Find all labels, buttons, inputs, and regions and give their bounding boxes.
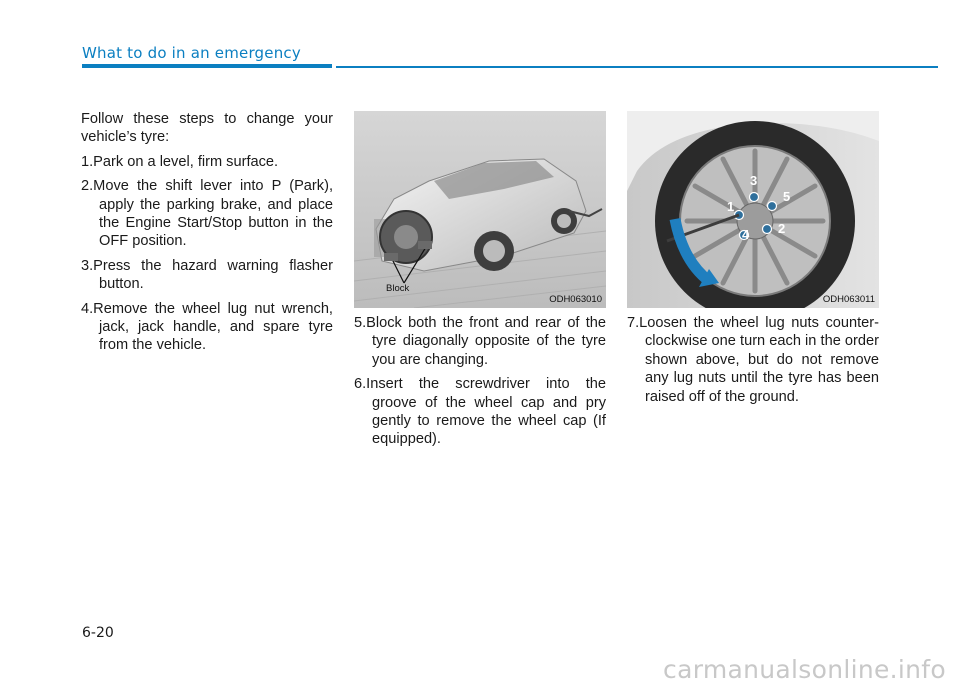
header-rule-thin: [336, 66, 938, 68]
step-7: 7.Loosen the wheel lug nuts counter-clockwise one turn each in the order shown above, but do not remove any lug nuts until the tyre has been raised off of the ground.: [627, 315, 879, 405]
step-5: 5.Block both the front and rear of the tyre diagonally opposite of the tyre you are changing.: [354, 315, 606, 368]
block-label: Block: [386, 283, 410, 294]
lug-label-2: 2: [778, 221, 786, 236]
figure-1-code: ODH063010: [549, 294, 602, 305]
wheel-illustration: [627, 111, 879, 308]
column-2: [354, 314, 606, 455]
figure-2-code: ODH063011: [822, 294, 875, 305]
lug-label-1: 1: [727, 199, 735, 214]
figure-wheel-lug-order: [627, 111, 879, 308]
step-4: 4.Remove the wheel lug nut wrench, jack, jack handle, and spare tyre from the vehicle.: [81, 300, 333, 354]
watermark: carmanualsonline.info: [663, 655, 946, 684]
step-6: 6.Insert the screwdriver into the groove of the wheel cap and pry gently to remove the wheel cap (If equipped).: [354, 376, 606, 448]
section-title: What to do in an emergency: [82, 44, 301, 62]
step-1: 1.Park on a level, firm surface.: [81, 153, 279, 170]
car-illustration: [354, 111, 606, 308]
column-1: [81, 110, 333, 361]
lug-label-4: 4: [742, 227, 750, 242]
column-3: [627, 314, 879, 412]
lug-label-3: 3: [750, 173, 758, 188]
header-rule-thick: [82, 64, 332, 68]
page-number: 6-20: [82, 625, 114, 641]
step-2: 2.Move the shift lever into P (Park), apply the parking brake, and place the Engine Start/Stop button in the OFF position.: [81, 178, 333, 250]
lug-label-5: 5: [783, 189, 791, 204]
intro-text: Follow these steps to change your vehicle’s tyre:: [81, 111, 333, 146]
step-3: 3.Press the hazard warning flasher button.: [81, 257, 333, 293]
figure-car-blocked: [354, 111, 606, 308]
